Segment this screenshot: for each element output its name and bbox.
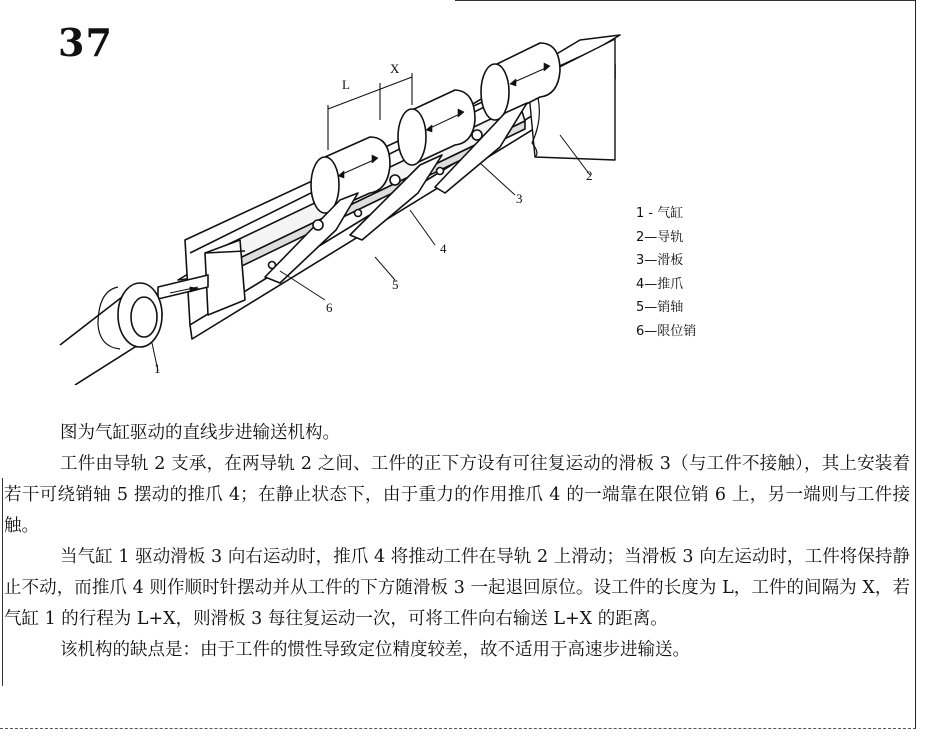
legend-item: 2—导轨: [636, 229, 684, 245]
paragraph-operation: 当气缸 1 驱动滑板 3 向右运动时，推爪 4 将推动工件在导轨 2 上滑动；当滑板 3 向左运动时，工件将保持静止不动，而推爪 4 则作顺时针摆动并从工件的下方随滑板 3 一起退回原位。设工件的长度为 L，工件的间隔为 X，若气缸 1 的行程为 L+X，则滑板 3 每往复运动一次，可将工件向右输送 L+X 的距离。: [4, 547, 910, 629]
figure-number: 37: [58, 20, 113, 65]
stop-pin-3: [437, 168, 444, 175]
legend-item: 6—限位销: [636, 323, 697, 339]
top-rule: [455, 0, 915, 1]
callout-4: 4: [440, 241, 447, 256]
paragraph-drawback: 该机构的缺点是：由于工件的惯性导致定位精度较差，故不适用于高速步进输送。: [60, 640, 690, 660]
pivot-pin-2: [390, 175, 400, 185]
paragraph-structure: 工件由导轨 2 支承，在两导轨 2 之间、工件的正下方设有可往复运动的滑板 3（与工件不接触），其上安装着若干可绕销轴 5 摆动的推爪 4；在静止状态下，由于重力的作用推爪 4 的一端靠在限位销 6 上，另一端则与工件接触。: [4, 454, 910, 536]
legend-item: 4—推爪: [636, 276, 684, 292]
stop-pin-2: [355, 210, 362, 217]
stop-pin-1: [269, 262, 276, 269]
paragraph-intro: 图为气缸驱动的直线步进输送机构。: [60, 423, 340, 443]
mechanism-illustration: [40, 25, 670, 385]
dim-label-L: L: [342, 77, 350, 92]
pivot-pin-1: [313, 220, 323, 230]
left-rule: [2, 478, 3, 686]
callout-6: 6: [326, 300, 333, 315]
legend-item: 3—滑板: [636, 253, 684, 269]
callout-5: 5: [392, 277, 399, 292]
legend-item: 1 - 气缸: [636, 206, 684, 221]
body-text: [4, 418, 910, 666]
callout-1: 1: [154, 361, 161, 376]
dim-label-X: X: [390, 61, 400, 76]
callout-2: 2: [586, 168, 593, 183]
pivot-pin-3: [472, 130, 482, 140]
callout-3: 3: [516, 191, 523, 206]
parts-legend: [636, 202, 756, 344]
legend-item: 5—销轴: [636, 300, 684, 316]
